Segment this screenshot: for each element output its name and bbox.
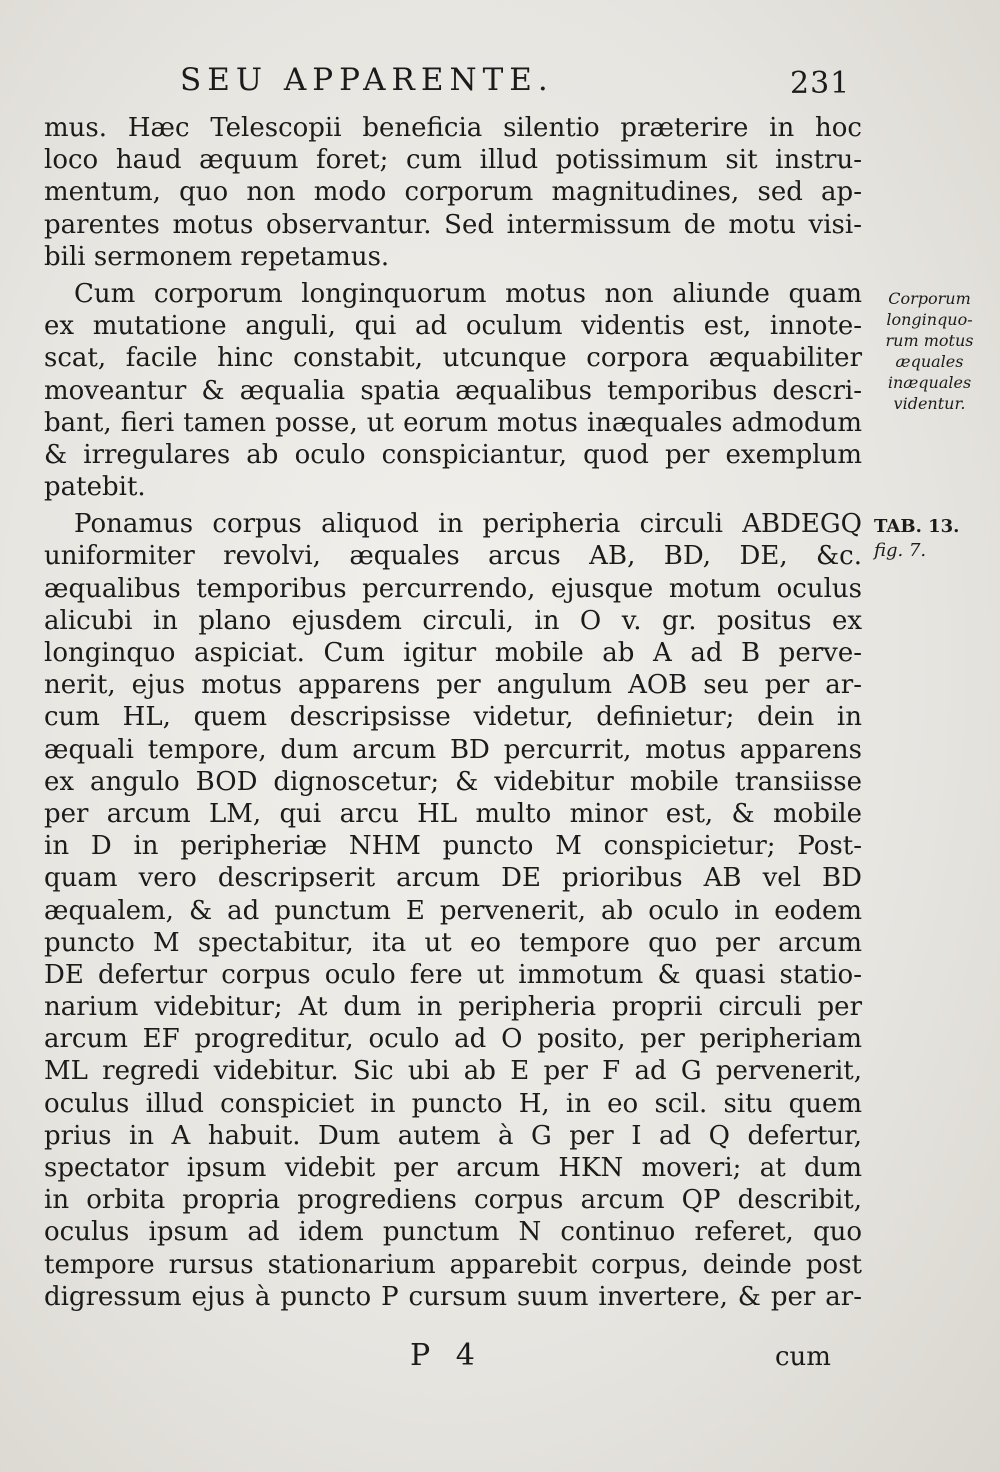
text-line: ex mutatione anguli, qui ad oculum videntis est, innote-	[44, 311, 862, 342]
text-line: æqualem, & ad punctum E pervenerit, ab oculo in eodem	[44, 895, 862, 926]
text-line: æquali tempore, dum arcum BD percurrit, motus apparens	[44, 734, 862, 765]
text-line: DE defertur corpus oculo fere ut immotum & quasi statio-	[44, 959, 862, 990]
text-line: digressum ejus à puncto P cursum suum invertere, & per ar-	[44, 1281, 862, 1312]
text-line: bant, fieri tamen posse, ut eorum motus inæquales admodum	[44, 407, 862, 438]
text-line: quam vero descripserit arcum DE prioribus AB vel BD	[44, 863, 862, 894]
text-line: & irregulares ab oculo conspiciantur, quod per exemplum	[44, 439, 862, 470]
text-line: arcum EF progreditur, oculo ad O posito, per peripheriam	[44, 1024, 862, 1055]
page-number: 231	[790, 66, 851, 101]
text-line: ex angulo BOD dignoscetur; & videbitur mobile transiisse	[44, 766, 862, 797]
text-line: oculus illud conspiciet in puncto H, in eo scil. situ quem	[44, 1088, 862, 1119]
text-line: tempore rursus stationarium apparebit corpus, deinde post	[44, 1249, 862, 1280]
body-text	[44, 112, 862, 1313]
text-line: in D in peripheriæ NHM puncto M conspicietur; Post-	[44, 831, 862, 862]
text-line: cum HL, quem descripsisse videtur, definietur; dein in	[44, 702, 862, 733]
text-line: uniformiter revolvi, æquales arcus AB, BD, DE, &c.	[44, 541, 862, 572]
paragraph-1	[44, 112, 862, 273]
text-line: loco haud æquum foret; cum illud potissimum sit instru-	[44, 145, 862, 176]
margin-note-corporum	[872, 288, 987, 414]
text-line: oculus ipsum ad idem punctum N continuo referet, quo	[44, 1217, 862, 1248]
text-line: ML regredi videbitur. Sic ubi ab E per F ad G pervenerit,	[44, 1056, 862, 1087]
text-line: bili sermonem repetamus.	[44, 241, 390, 272]
paragraph-3	[44, 508, 862, 1313]
text-line: nerit, ejus motus apparens per angulum AOB seu per ar-	[44, 670, 862, 701]
margin-note-line: rum motus	[885, 331, 974, 350]
text-line: parentes motus observantur. Sed intermissum de motu visi-	[44, 209, 862, 240]
text-line: alicubi in plano ejusdem circuli, in O v. gr. positus ex	[44, 605, 862, 636]
text-line: puncto M spectabitur, ita ut eo tempore quo per arcum	[44, 927, 862, 958]
text-line: in orbita propria progrediens corpus arcum QP describit,	[44, 1185, 862, 1216]
running-head: SEU APPARENTE.	[180, 62, 554, 98]
text-line: spectator ipsum videbit per arcum HKN moveri; at dum	[44, 1153, 862, 1183]
catchword: cum	[775, 1342, 831, 1372]
text-line: longinquo aspiciat. Cum igitur mobile ab A ad B perve-	[44, 638, 862, 668]
margin-note-line: videntur.	[893, 394, 966, 413]
margin-note-line: longinquo-	[886, 310, 973, 329]
text-line: per arcum LM, qui arcu HL multo minor est, & mobile	[44, 798, 862, 829]
text-line: mus. Hæc Telescopii beneficia silentio præterire in hoc	[44, 113, 862, 143]
table-reference: TAB. 13.	[874, 516, 960, 537]
text-line: scat, facile hinc constabit, utcunque corpora æquabiliter	[44, 343, 862, 374]
margin-note-line: Corporum	[888, 289, 971, 308]
text-line: patebit.	[44, 472, 146, 503]
margin-note-line: æquales	[895, 352, 964, 371]
margin-note-table-ref	[874, 515, 989, 563]
text-line: Cum corporum longinquorum motus non aliunde quam	[74, 278, 862, 309]
paragraph-2	[44, 278, 862, 503]
figure-reference: fig. 7.	[874, 540, 927, 561]
margin-note-line: inæquales	[887, 373, 972, 392]
text-line: Ponamus corpus aliquod in peripheria circuli ABDEGQ	[74, 509, 862, 540]
text-line: prius in A habuit. Dum autem à G per I ad Q defertur,	[44, 1120, 862, 1151]
text-line: mentum, quo non modo corporum magnitudines, sed ap-	[44, 177, 862, 208]
text-line: æqualibus temporibus percurrendo, ejusque motum oculus	[44, 573, 862, 604]
text-line: narium videbitur; At dum in peripheria proprii circuli per	[44, 992, 862, 1023]
signature-mark: P 4	[410, 1338, 483, 1373]
text-line: moveantur & æqualia spatia æqualibus temporibus descri-	[44, 375, 862, 406]
